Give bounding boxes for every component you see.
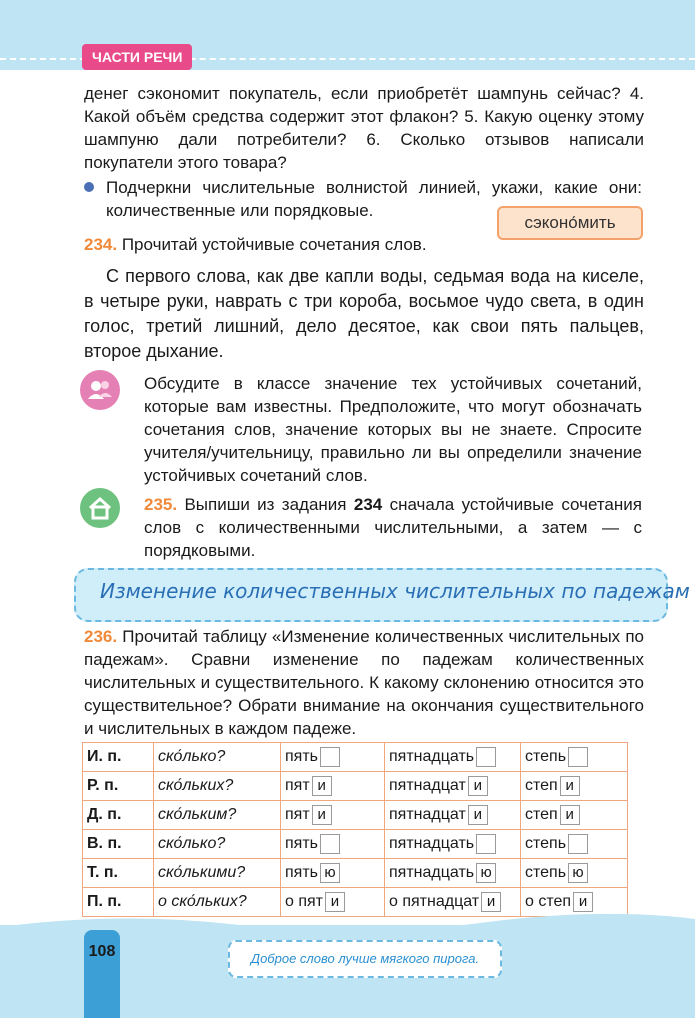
ending-box: и bbox=[312, 805, 332, 825]
home-icon bbox=[80, 488, 120, 528]
word-stem: пять bbox=[285, 835, 318, 853]
exercise-235-text-after: сначала устойчивые сочетания слов с количественными числительными, а затем — с порядковыми. bbox=[144, 495, 642, 560]
ending-box: и bbox=[481, 892, 501, 912]
word-stem: степь bbox=[525, 864, 567, 882]
case-label: Д. п. bbox=[83, 801, 154, 830]
case-label: Р. п. bbox=[83, 772, 154, 801]
table-row bbox=[83, 830, 628, 859]
exercise-235-number: 235. bbox=[144, 495, 178, 514]
word-stem: пятнадцать bbox=[389, 835, 475, 853]
exercise-234-text: Прочитай устойчивые сочетания слов. bbox=[121, 235, 427, 254]
exercise-234-number: 234. bbox=[84, 235, 118, 254]
word-stem: пятнадцать bbox=[389, 864, 475, 882]
word-cell bbox=[521, 830, 628, 859]
ending-box: и bbox=[560, 805, 580, 825]
ending-box: и bbox=[573, 892, 593, 912]
word-stem: степь bbox=[525, 835, 567, 853]
ending-box bbox=[320, 834, 340, 854]
word-stem: пять bbox=[285, 748, 318, 766]
case-question: ско́льких? bbox=[154, 772, 281, 801]
word-cell bbox=[385, 859, 521, 888]
word-cell bbox=[521, 772, 628, 801]
word-cell bbox=[385, 801, 521, 830]
case-label: Т. п. bbox=[83, 859, 154, 888]
table-row bbox=[83, 743, 628, 772]
ending-box bbox=[320, 747, 340, 767]
case-label: И. п. bbox=[83, 743, 154, 772]
ending-box: и bbox=[312, 776, 332, 796]
bullet-task: Подчеркни числительные волнистой линией, укажи, какие они: количественные или порядковые. bbox=[106, 178, 642, 220]
case-label: П. п. bbox=[83, 888, 154, 917]
motto-banner: Доброе слово лучше мягкого пирога. bbox=[228, 940, 502, 978]
exercise-234-phrases: С первого слова, как две капли воды, седьмая вода на киселе, в четыре руки, наврать с три короба, восьмое чудо света, в один голос, третий лишний, дело десятое, как свои пять пальцев, второе дыхание. bbox=[84, 266, 644, 361]
ending-box bbox=[476, 834, 496, 854]
ending-box bbox=[568, 747, 588, 767]
word-stem: о степ bbox=[525, 893, 572, 911]
ending-box bbox=[568, 834, 588, 854]
ending-box: и bbox=[468, 805, 488, 825]
ending-box: и bbox=[560, 776, 580, 796]
case-question: ско́лькими? bbox=[154, 859, 281, 888]
section-tag: ЧАСТИ РЕЧИ bbox=[82, 44, 192, 70]
bullet-dot bbox=[84, 182, 94, 192]
discuss-people-icon bbox=[80, 370, 120, 410]
word-stem: пятнадцат bbox=[389, 777, 466, 795]
word-cell bbox=[385, 772, 521, 801]
vocab-word-sticker: сэконо́мить bbox=[497, 206, 643, 240]
word-cell bbox=[521, 743, 628, 772]
ending-box: и bbox=[325, 892, 345, 912]
word-stem: пятнадцат bbox=[389, 806, 466, 824]
case-question: ско́лько? bbox=[154, 743, 281, 772]
word-stem: о пят bbox=[285, 893, 323, 911]
section-heading: Изменение количественных числительных по падежам bbox=[100, 579, 690, 603]
page-number: 108 bbox=[88, 943, 116, 960]
discussion-text: Обсудите в классе значение тех устойчивых сочетаний, которые вам известны. Предположите, что могут обозначать сочетания слов, значение которых вы не знаете. Спросите учителя/учительницу, правильно ли вы определили значение устойчивых сочетаний слов. bbox=[144, 374, 642, 485]
word-stem: пят bbox=[285, 777, 310, 795]
table-row bbox=[83, 801, 628, 830]
word-cell bbox=[385, 830, 521, 859]
word-cell bbox=[281, 801, 385, 830]
case-question: ско́льким? bbox=[154, 801, 281, 830]
ending-box: ю bbox=[476, 863, 496, 883]
word-cell bbox=[385, 743, 521, 772]
case-question: ско́лько? bbox=[154, 830, 281, 859]
exercise-236-number: 236. bbox=[84, 627, 118, 646]
word-stem: о пятнадцат bbox=[389, 893, 480, 911]
table-row bbox=[83, 772, 628, 801]
word-stem: пятнадцать bbox=[389, 748, 475, 766]
case-label: В. п. bbox=[83, 830, 154, 859]
exercise-235-text-before: Выпиши из задания bbox=[184, 495, 347, 514]
word-cell bbox=[281, 830, 385, 859]
word-stem: степ bbox=[525, 777, 558, 795]
ending-box bbox=[476, 747, 496, 767]
word-cell bbox=[281, 859, 385, 888]
word-cell bbox=[521, 859, 628, 888]
word-stem: пят bbox=[285, 806, 310, 824]
word-stem: степь bbox=[525, 748, 567, 766]
ending-box: ю bbox=[568, 863, 588, 883]
exercise-236-text: Прочитай таблицу «Изменение количественных числительных по падежам». Сравни изменение по падежам количественных числительных и существительного. К какому склонению относится это существительное? Обрати внимание на окончания существительного и числительных в каждом падеже. bbox=[84, 627, 644, 738]
cases-table bbox=[82, 742, 628, 917]
word-cell bbox=[281, 772, 385, 801]
word-stem: пять bbox=[285, 864, 318, 882]
word-stem: степ bbox=[525, 806, 558, 824]
ending-box: и bbox=[468, 776, 488, 796]
exercise-236 bbox=[84, 625, 644, 740]
case-question: о ско́льких? bbox=[154, 888, 281, 917]
exercise-235 bbox=[144, 493, 642, 562]
table-row bbox=[83, 859, 628, 888]
exercise-235-ref: 234 bbox=[353, 495, 383, 514]
ending-box: ю bbox=[320, 863, 340, 883]
intro-paragraph: денег сэкономит покупатель, если приобретёт шампунь сейчас? 4. Какой объём средства содержит этот флакон? 5. Какую оценку этому шампуню дали потребители? 6. Сколько отзывов написали покупатели этого товара? bbox=[84, 84, 644, 172]
exercise-234-instruction bbox=[84, 233, 644, 256]
word-cell bbox=[521, 801, 628, 830]
word-cell bbox=[281, 743, 385, 772]
